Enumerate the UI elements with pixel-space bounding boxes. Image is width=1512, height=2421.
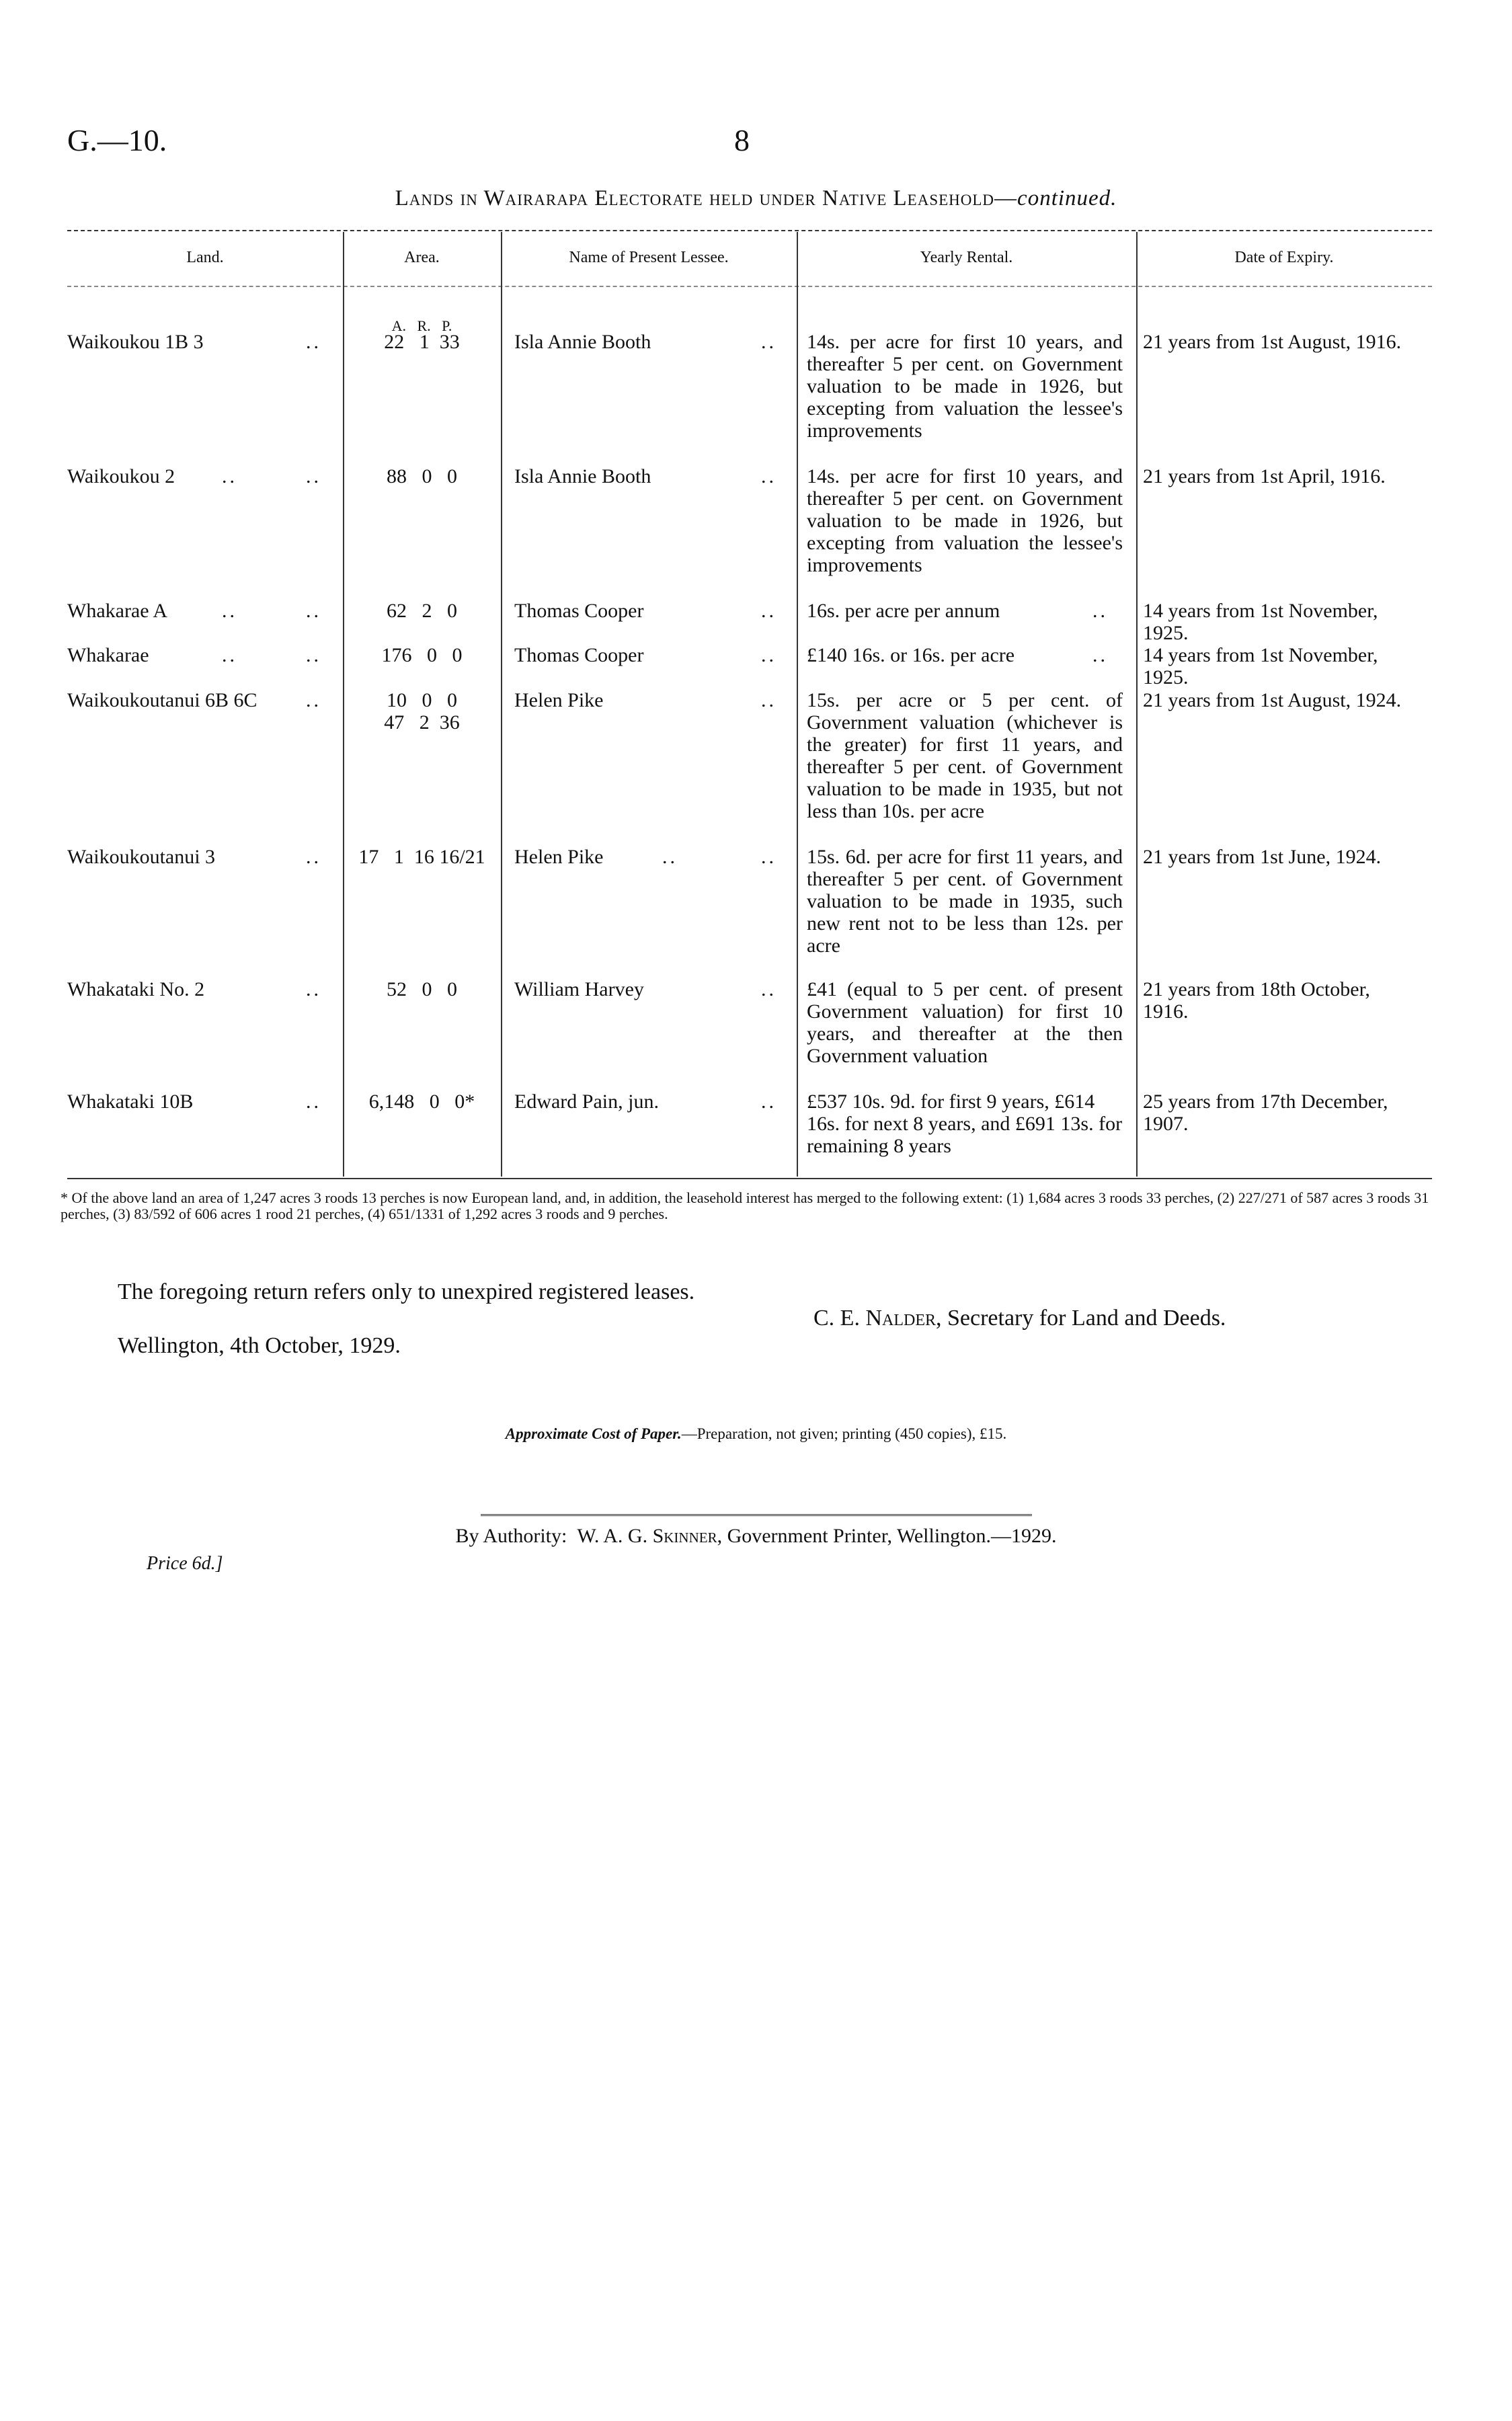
printer-name: W. A. G. Skinner xyxy=(577,1525,717,1547)
leader-dots: .. xyxy=(761,644,777,666)
page-number: 8 xyxy=(734,123,750,157)
row-1-land: Waikoukou 1B 3 xyxy=(67,331,204,353)
leader-dots: .. xyxy=(761,689,777,711)
row-3-rental: 16s. per acre per annum xyxy=(807,600,1000,622)
row-4-expiry: 14 years from 1st November, 1925. xyxy=(1143,644,1378,688)
return-note: The foregoing return refers only to unexpired registered leases. xyxy=(118,1279,695,1304)
authority-suffix: , Government Printer, Wellington.—1929. xyxy=(717,1525,1057,1547)
leader-dots: .. xyxy=(306,465,321,487)
column-header-lessee: Name of Present Lessee. xyxy=(569,249,729,266)
row-6-lessee: Helen Pike xyxy=(514,846,604,868)
leader-dots: .. xyxy=(1092,600,1108,622)
row-8-area: 6,148 0 0* xyxy=(368,1090,475,1113)
row-5-land: Waikoukoutanui 6B 6C xyxy=(67,689,257,711)
leader-dots: .. xyxy=(761,1090,777,1113)
leader-dots: .. xyxy=(306,1090,321,1113)
row-5-area-second: 47 2 36 xyxy=(384,711,460,733)
row-8-lessee: Edward Pain, jun. xyxy=(514,1090,659,1113)
leader-dots: .. xyxy=(761,465,777,487)
row-2-expiry: 21 years from 1st April, 1916. xyxy=(1143,465,1386,487)
leader-dots: .. xyxy=(222,465,237,487)
row-6-rental: 15s. 6d. per acre for first 11 years, and thereafter 5 per cent. of Government valuation to be made in 1935, such new rent not to be less than 12s. per acre xyxy=(807,846,1123,957)
table-top-rule xyxy=(67,230,1432,231)
signatory-title: , Secretary for Land and Deeds. xyxy=(936,1306,1226,1331)
leader-dots: .. xyxy=(306,689,321,711)
area-units-header: A. R. P. xyxy=(391,317,452,334)
row-3-expiry: 14 years from 1st November, 1925. xyxy=(1143,600,1378,644)
row-1-rental: 14s. per acre for first 10 years, and thereafter 5 per cent. on Government valuation to be made in 1926, but excepting from valuation the lessee's improvements xyxy=(807,331,1123,442)
signature-line xyxy=(813,1306,1226,1331)
table-title xyxy=(0,186,1512,211)
column-header-area: Area. xyxy=(404,249,440,266)
cost-label: Approximate Cost of Paper. xyxy=(505,1425,682,1442)
cost-of-paper xyxy=(0,1425,1512,1443)
row-7-land: Whakataki No. 2 xyxy=(67,978,205,1000)
row-2-area: 88 0 0 xyxy=(387,465,457,487)
row-1-expiry: 21 years from 1st August, 1916. xyxy=(1143,331,1402,353)
leader-dots: .. xyxy=(761,331,777,353)
authority-prefix: By Authority: xyxy=(455,1525,578,1547)
row-2-rental: 14s. per acre for first 10 years, and thereafter 5 per cent. on Government valuation to be made in 1926, but excepting from valuation the lessee's improvements xyxy=(807,465,1123,576)
row-2-land: Waikoukou 2 xyxy=(67,465,175,487)
row-1-lessee: Isla Annie Booth xyxy=(514,331,651,353)
table-bottom-rule xyxy=(67,1178,1432,1179)
header-bottom-rule xyxy=(67,286,1432,287)
authority-rule xyxy=(481,1514,1032,1516)
price-label: Price 6d.] xyxy=(147,1553,223,1574)
column-divider-2 xyxy=(501,232,502,1177)
row-2-lessee: Isla Annie Booth xyxy=(514,465,651,487)
date-line: Wellington, 4th October, 1929. xyxy=(118,1333,401,1358)
leader-dots: .. xyxy=(761,846,777,868)
row-6-land: Waikoukoutanui 3 xyxy=(67,846,216,868)
table-footnote: * Of the above land an area of 1,247 acres 3 roods 13 perches is now European land, and, in addition, the leasehold interest has merged to the following extent: (1) 1,684 acres 3 roods 33 perches, (2) 227/271 of 587 acres 3 roods 31 perches, (3) 83/592 of 606 acres 1 rood 21 perches, (4) 651/1331 of 1,292 acres 3 roods and 9 perches. xyxy=(61,1189,1429,1222)
leader-dots: .. xyxy=(662,846,678,868)
printer-authority xyxy=(0,1525,1512,1548)
cost-text: —Preparation, not given; printing (450 copies), £15. xyxy=(681,1425,1007,1442)
leader-dots: .. xyxy=(306,846,321,868)
leader-dots: .. xyxy=(306,331,321,353)
row-8-land: Whakataki 10B xyxy=(67,1090,194,1113)
column-header-rental: Yearly Rental. xyxy=(920,249,1013,266)
row-3-area: 62 2 0 xyxy=(387,600,457,622)
column-header-land: Land. xyxy=(186,249,224,266)
row-1-area: 22 1 33 xyxy=(384,331,460,353)
row-6-expiry: 21 years from 1st June, 1924. xyxy=(1143,846,1382,868)
row-6-area: 17 1 16 16/21 xyxy=(358,846,485,868)
row-4-area: 176 0 0 xyxy=(381,644,463,666)
column-divider-3 xyxy=(797,232,798,1177)
title-continued: continued. xyxy=(1017,186,1117,210)
row-5-area: 10 0 0 xyxy=(387,689,457,711)
leader-dots: .. xyxy=(1092,644,1108,666)
leader-dots: .. xyxy=(306,600,321,622)
row-5-rental: 15s. per acre or 5 per cent. of Government valuation (whichever is the greater) for first 11 years, and thereafter 5 per cent. of Government valuation to be made in 1935, but not less than 10s. per acre xyxy=(807,689,1123,822)
row-3-lessee: Thomas Cooper xyxy=(514,600,644,622)
row-5-lessee: Helen Pike xyxy=(514,689,604,711)
row-5-expiry: 21 years from 1st August, 1924. xyxy=(1143,689,1402,711)
row-4-rental: £140 16s. or 16s. per acre xyxy=(807,644,1015,666)
document-reference: G.—10. xyxy=(67,123,167,157)
row-8-rental: £537 10s. 9d. for first 9 years, £614 16s. for next 8 years, and £691 13s. for remaining 8 years xyxy=(807,1090,1123,1157)
column-header-expiry: Date of Expiry. xyxy=(1234,249,1334,266)
leader-dots: .. xyxy=(761,600,777,622)
row-7-lessee: William Harvey xyxy=(514,978,644,1000)
leader-dots: .. xyxy=(761,978,777,1000)
leader-dots: .. xyxy=(306,644,321,666)
column-divider-4 xyxy=(1136,232,1138,1177)
row-7-expiry: 21 years from 18th October, 1916. xyxy=(1143,978,1370,1023)
row-4-land: Whakarae xyxy=(67,644,149,666)
signatory-name: C. E. Nalder xyxy=(813,1306,936,1331)
leader-dots: .. xyxy=(222,600,237,622)
leader-dots: .. xyxy=(222,644,237,666)
row-8-expiry: 25 years from 17th December, 1907. xyxy=(1143,1090,1388,1135)
leader-dots: .. xyxy=(306,978,321,1000)
row-4-lessee: Thomas Cooper xyxy=(514,644,644,666)
row-7-rental: £41 (equal to 5 per cent. of present Government valuation) for first 10 years, and thereafter at the then Government valuation xyxy=(807,978,1123,1067)
row-7-area: 52 0 0 xyxy=(387,978,457,1000)
row-3-land: Whakarae A xyxy=(67,600,168,622)
title-main: Lands in Wairarapa Electorate held under Native Leasehold— xyxy=(395,186,1018,210)
